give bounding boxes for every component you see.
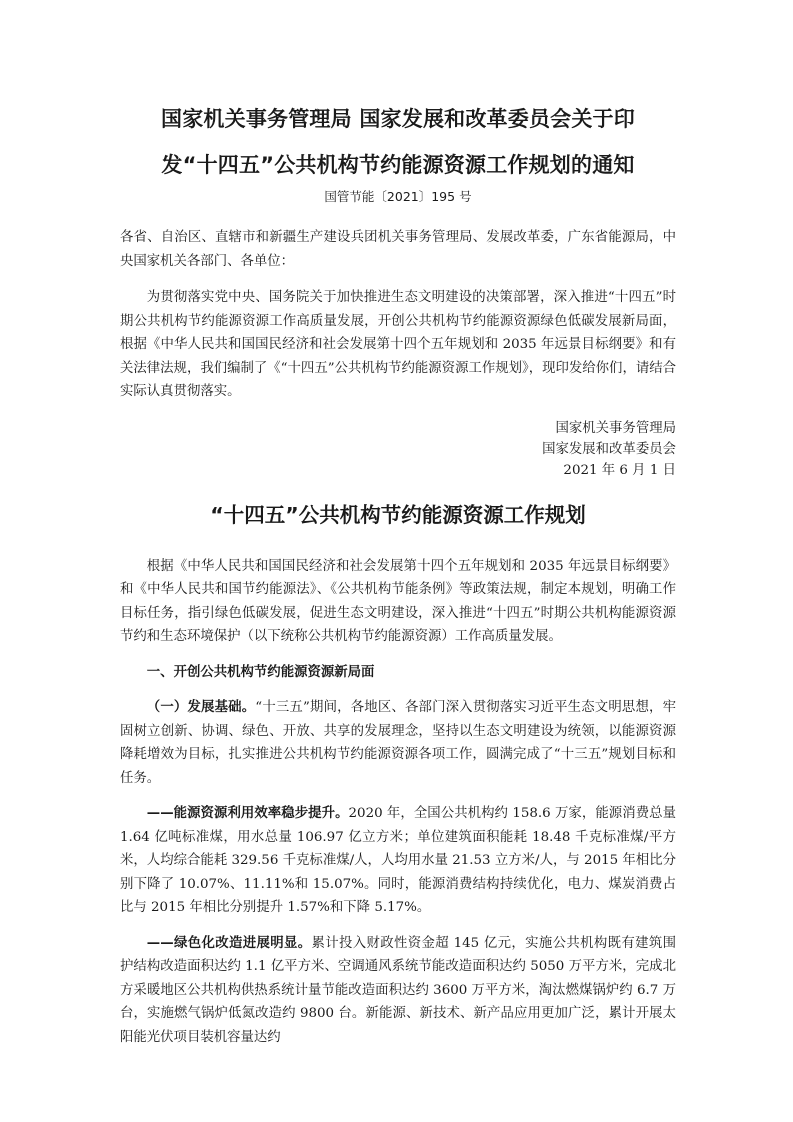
paragraph-green-retrofit	[120, 932, 676, 1050]
section-heading: 一、开创公共机构节约能源资源新局面	[146, 664, 375, 680]
subsection-body: “十三五”期间，各地区、各部门深入贯彻落实习近平生态文明思想，牢固树立创新、协调、绿色、开放、共享的发展理念，坚持以生态文明建设为统领，以能源资源降耗增效为目标，扎实推进公共机构节约能源资源各项工作，圆满完成了“十三五”规划目标和任务。	[120, 700, 676, 786]
signature-org1: 国家机关事务管理局	[555, 420, 676, 436]
subsection-heading: （一）发展基础。	[146, 700, 256, 715]
paragraph-efficiency-heading: ——能源资源利用效率稳步提升。	[146, 806, 349, 821]
subsection-paragraph	[120, 696, 676, 790]
document-number: 国管节能〔2021〕195 号	[324, 189, 472, 204]
paragraph-green-retrofit-heading: ——绿色化改造进展明显。	[146, 935, 312, 951]
notice-title-line2: 发“十四五”公共机构节约能源资源工作规划的通知	[161, 153, 635, 177]
plan-title: “十四五”公共机构节约能源资源工作规划	[210, 502, 586, 527]
notice-body: 为贯彻落实党中央、国务院关于加快推进生态文明建设的决策部署，深入推进“十四五”时期公共机构节约能源资源工作高质量发展，开创公共机构节约能源资源绿色低碳发展新局面，根据《中华人民共和国国民经济和社会发展第十四个五年规划和 2035 年远景目标纲要》和有关法律法规，我们编制了《“十四五”公共机构节约能源资源工作规划》，现印发给你们，请结合实际认真贯彻落实。	[120, 290, 677, 399]
recipients: 各省、自治区、直辖市和新疆生产建设兵团机关事务管理局、发展改革委，广东省能源局，中央国家机关各部门、各单位：	[120, 230, 676, 269]
paragraph-efficiency	[120, 802, 676, 920]
paragraph-efficiency-body: 2020 年，全国公共机构约 158.6 万家，能源消费总量 1.64 亿吨标准煤，用水总量 106.97 亿立方米；单位建筑面积能耗 18.48 千克标准煤/平方米，人均综合能耗 329.56 千克标准煤/人，人均用水量 21.53 立方米/人，与 2015 年相比分别下降了 10.07%、11.11%和 15.07%。同时，能源消费结构持续优化，电力、煤炭消费占比与 2015 年相比分别提升 1.57%和下降 5.17%。	[120, 806, 676, 915]
signature-block	[120, 418, 676, 481]
paragraph-green-retrofit-body: 累计投入财政性资金超 145 亿元，实施公共机构既有建筑围护结构改造面积达约 1.1 亿平方米、空调通风系统节能改造面积达约 5050 万平方米，完成北方采暖地区公共机构供热系统计量节能改造面积达约 3600 万平方米，淘汰燃煤锅炉约 6.7 万台，实施燃气锅炉低氮改造约 9800 台。新能源、新技术、新产品应用更加广泛，累计开展太阳能光伏项目装机容量达约	[120, 935, 677, 1045]
signature-date: 2021 年 6 月 1 日	[563, 462, 676, 478]
notice-title-line1: 国家机关事务管理局 国家发展和改革委员会关于印	[161, 107, 635, 131]
document-page	[120, 96, 676, 1049]
notice-title	[120, 96, 676, 188]
plan-intro: 根据《中华人民共和国国民经济和社会发展第十四个五年规划和 2035 年远景目标纲要》和《中华人民共和国节约能源法》、《公共机构节能条例》等政策法规，制定本规划，明确工作目标任务，指引绿色低碳发展，促进生态文明建设，深入推进“十四五”时期公共机构能源资源节约和生态环境保护（以下统称公共机构节约能源资源）工作高质量发展。	[120, 558, 676, 644]
signature-org2: 国家发展和改革委员会	[542, 441, 676, 457]
